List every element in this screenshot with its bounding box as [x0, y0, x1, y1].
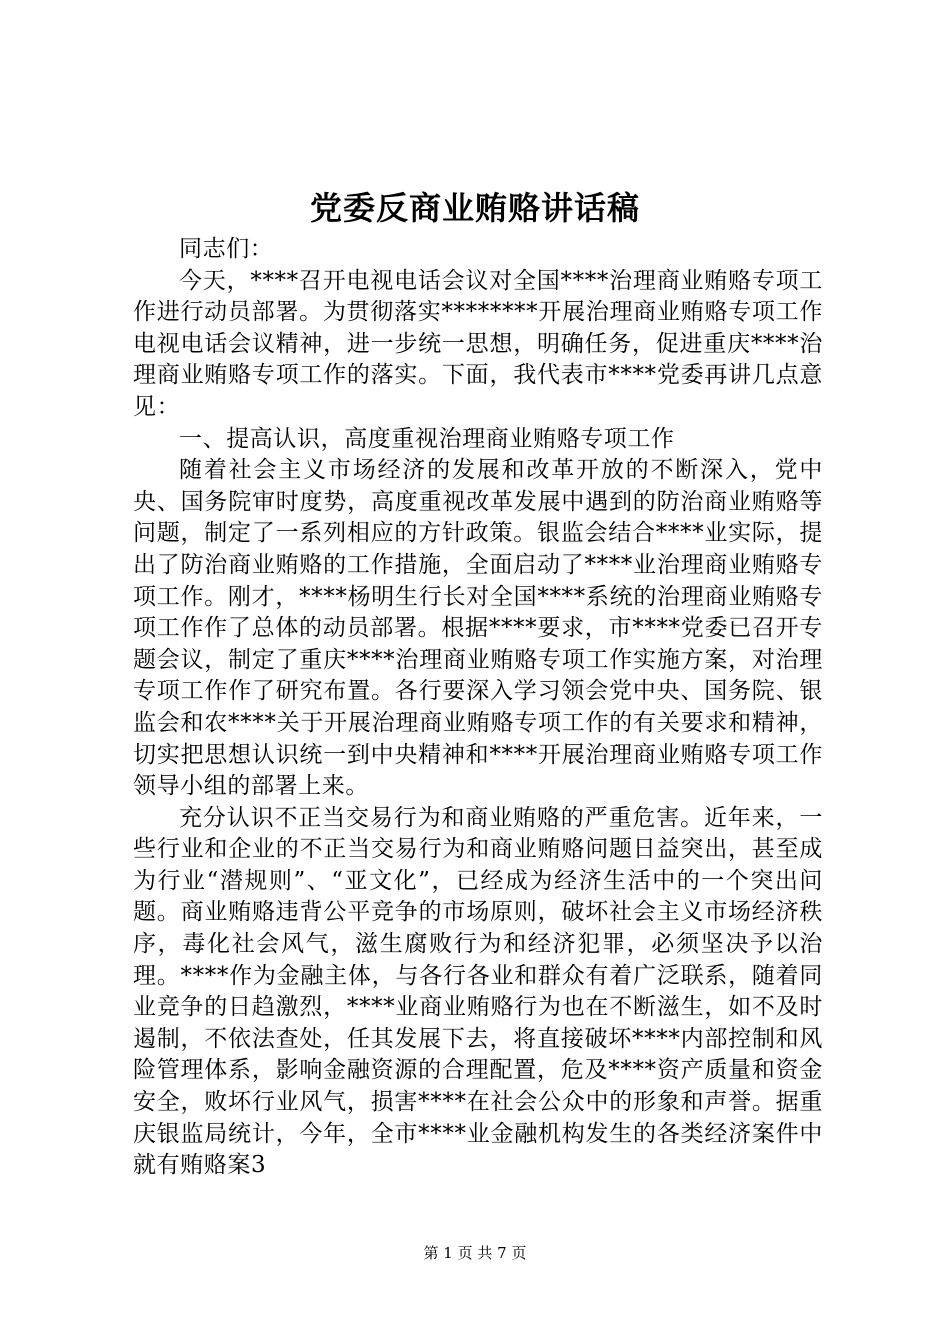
document-body	[133, 234, 823, 1182]
body-paragraph: 随着社会主义市场经济的发展和改革开放的不断深入，党中央、国务院审时度势，高度重视改革发展中遇到的防治商业贿赂等问题，制定了一系列相应的方针政策。银监会结合****业实际，提出了防治商业贿赂的工作措施，全面启动了****业治理商业贿赂专项工作。刚才，****杨明生行长对全国****系统的治理商业贿赂专项工作作了总体的动员部署。根据****要求，市****党委已召开专题会议，制定了重庆****治理商业贿赂专项工作实施方案，对治理专项工作作了研究布置。各行要深入学习领会党中央、国务院、银监会和农****关于开展治理商业贿赂专项工作的有关要求和精神，切实把思想认识统一到中央精神和****开展治理商业贿赂专项工作领导小组的部署上来。	[133, 457, 823, 800]
section-heading: 一、提高认识，高度重视治理商业贿赂专项工作	[179, 425, 675, 452]
page-footer	[0, 1243, 950, 1263]
salutation-paragraph: 同志们：	[179, 236, 274, 262]
body-paragraph: 充分认识不正当交易行为和商业贿赂的严重危害。近年来，一些行业和企业的不正当交易行为和商业贿赂问题日益突出，甚至成为行业“潜规则”、“亚文化”，已经成为经济生活中的一个突出问题。商业贿赂违背公平竞争的市场原则，破坏社会主义市场经济秩序，毒化社会风气，滋生腐败行为和经济犯罪，必须坚决予以治理。****作为金融主体，与各行各业和群众有着广泛联系，随着同业竞争的日趋激烈，****业商业贿赂行为也在不断滋生，如不及时遏制，不依法查处，任其发展下去，将直接破坏****内部控制和风险管理体系，影响金融资源的合理配置，危及****资产质量和资金安全，败坏行业风气，损害****在社会公众中的形象和声誉。据重庆银监局统计，今年，全市****业金融机构发生的各类经济案件中就有贿赂案3	[133, 804, 823, 1179]
intro-paragraph: 今天，****召开电视电话会议对全国****治理商业贿赂专项工作进行动员部署。为贯彻落实********开展治理商业贿赂专项工作电视电话会议精神，进一步统一思想，明确任务，促进重庆****治理商业贿赂专项工作的落实。下面，我代表市****党委再讲几点意见：	[133, 267, 823, 420]
document-title: 党委反商业贿赂讲话稿	[309, 189, 640, 227]
page-number-label: 第 1 页 共 7 页	[423, 1244, 527, 1262]
